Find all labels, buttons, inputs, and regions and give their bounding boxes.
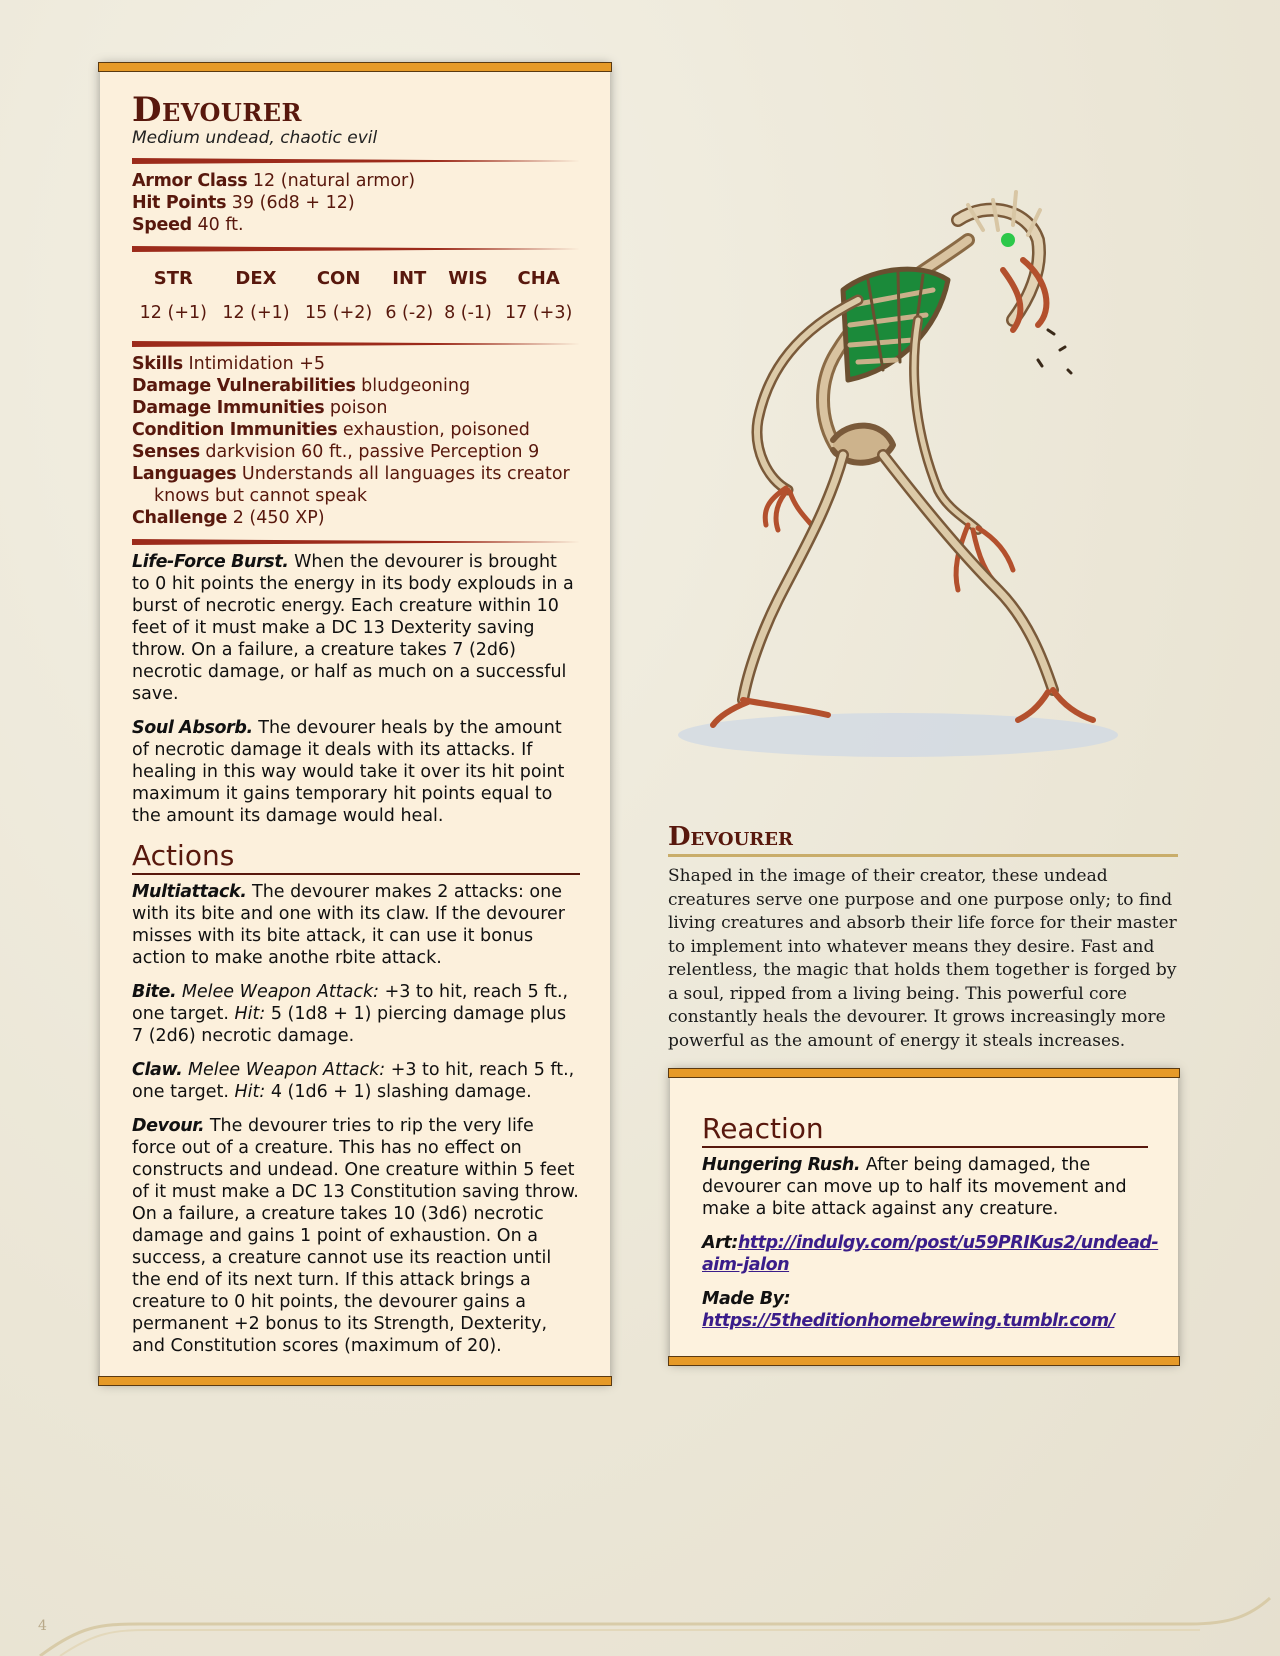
action-devour <box>132 1115 580 1357</box>
property-label: Senses <box>132 442 200 462</box>
devourer-illustration <box>668 180 1128 770</box>
action-bite <box>132 981 580 1047</box>
property-label: Damage Vulnerabilities <box>132 376 356 396</box>
lore-text: Shaped in the image of their creator, these undead creatures serve one purpose and one purpose only; to find living creatures and absorb their life force for their master to implement into whatever means they desire. Fast and relentless, the magic that holds them together is forged by a soul, ripped from a living being. This powerful core constantly heals the devourer. It grows increasingly more powerful as the amount of energy it steals increases. <box>668 866 1177 1051</box>
divider <box>132 246 580 252</box>
property-label: Challenge <box>132 508 228 528</box>
ability-scores-table <box>132 258 580 331</box>
armor-class-label: Armor Class <box>132 171 248 191</box>
armor-class <box>132 170 580 192</box>
ability-score: 8 (-1) <box>444 303 492 323</box>
property-label: Condition Immunities <box>132 420 338 440</box>
action-text: The devourer tries to rip the very life force out of a creature. This has no effect on constructs and undead. One creature within 5 feet of it must make a DC 13 Constitution saving throw. On a failure, a creature takes 10 (3d6) necrotic damage and gains 1 point of exhaustion. On a success, a creature cannot use its reaction until the end of its next turn. If this attack brings a creature to 0 hit points, the devourer gains a permanent +2 bonus to its Strength, Dexterity, and Constitution scores (maximum of 20). <box>132 1116 579 1356</box>
property-value: exhaustion, poisoned <box>342 420 530 440</box>
action-name: Devour. <box>132 1116 205 1136</box>
attack-damage: 4 (1d6 + 1) slashing damage. <box>270 1082 532 1102</box>
trait-life-force-burst <box>132 551 580 705</box>
made-by-link[interactable]: https://5theditionhomebrewing.tumblr.com/ <box>702 1311 1115 1331</box>
author-credit <box>702 1288 1148 1332</box>
ability-score: 15 (+2) <box>304 303 373 323</box>
reaction-box-top-bar <box>668 1068 1180 1078</box>
ability-name: CON <box>316 268 361 289</box>
challenge <box>132 507 580 529</box>
armor-class-value: 12 (natural armor) <box>252 171 416 191</box>
reaction-box-bottom-bar <box>668 1356 1180 1366</box>
property-value: Understands all languages its creator knows but cannot speak <box>154 464 570 506</box>
lore-section <box>668 822 1178 1053</box>
hit-points-value: 39 (6d8 + 12) <box>231 193 355 213</box>
property-value: Intimidation +5 <box>188 354 326 374</box>
divider <box>132 158 580 164</box>
property-label: Skills <box>132 354 183 374</box>
senses <box>132 441 580 463</box>
action-claw <box>132 1059 580 1103</box>
property-value: poison <box>329 398 388 418</box>
lore-title: Devourer <box>668 822 1178 857</box>
reaction-box <box>670 1070 1178 1364</box>
property-value: 2 (450 XP) <box>232 508 325 528</box>
action-name: Claw. <box>132 1060 183 1080</box>
property-label: Languages <box>132 464 237 484</box>
hit-points-label: Hit Points <box>132 193 227 213</box>
property-label: Damage Immunities <box>132 398 325 418</box>
skills <box>132 353 580 375</box>
attack-type: Melee Weapon Attack: <box>181 982 379 1002</box>
page-footer-ornament <box>0 1596 1280 1656</box>
reaction-hungering-rush <box>702 1154 1148 1220</box>
ability-score: 17 (+3) <box>505 303 573 323</box>
page-number: 4 <box>38 1618 47 1634</box>
art-link[interactable]: http://indulgy.com/post/u59PRIKus2/undead-aim-jalon <box>702 1233 1159 1275</box>
stat-block-bottom-bar <box>98 1376 612 1386</box>
damage-immunities <box>132 397 580 419</box>
trait-soul-absorb <box>132 717 580 827</box>
trait-name: Life-Force Burst. <box>132 552 289 572</box>
stat-block <box>100 64 610 1384</box>
speed-value: 40 ft. <box>197 215 244 235</box>
trait-name: Soul Absorb. <box>132 718 253 738</box>
divider <box>132 341 580 347</box>
property-value: bludgeoning <box>361 376 471 396</box>
actions-heading: Actions <box>132 839 580 875</box>
attack-reach: +3 to hit, reach 5 ft., one target. <box>132 982 569 1024</box>
action-multiattack <box>132 881 580 969</box>
monster-type: Medium undead, chaotic evil <box>132 128 378 148</box>
trait-text: When the devourer is brought to 0 hit points the energy in its body explouds in a burst of necrotic energy. Each creature within 10 feet of it must make a DC 13 Dexterity saving throw. On a failure, a creature takes 7 (2d6) necrotic damage, or half as much on a successful save. <box>132 552 574 704</box>
stat-block-top-bar <box>98 62 612 72</box>
ability-score: 6 (-2) <box>385 303 434 323</box>
monster-name: Devourer <box>132 90 302 130</box>
ability-name: STR <box>153 268 193 289</box>
attack-reach: +3 to hit, reach 5 ft., one target. <box>132 1060 575 1102</box>
attack-damage: 5 (1d8 + 1) piercing damage plus 7 (2d6) necrotic damage. <box>132 1004 567 1046</box>
hit-label: Hit: <box>234 1082 266 1102</box>
speed <box>132 214 580 236</box>
ability-name: INT <box>392 268 427 289</box>
action-text: The devourer makes 2 attacks: one with its bite and one with its claw. If the devourer misses with its bite attack, it can use it bonus action to make anothe rbite attack. <box>132 882 565 968</box>
divider <box>132 539 580 545</box>
art-credit <box>702 1232 1159 1276</box>
hit-label: Hit: <box>234 1004 266 1024</box>
speed-label: Speed <box>132 215 192 235</box>
condition-immunities <box>132 419 580 441</box>
ability-name: WIS <box>448 268 488 289</box>
action-name: Bite. <box>132 982 177 1002</box>
ability-name: DEX <box>235 268 277 289</box>
reaction-heading: Reaction <box>702 1112 1148 1148</box>
reaction-text: After being damaged, the devourer can move up to half its movement and make a bite attack against any creature. <box>702 1155 1127 1219</box>
ability-score: 12 (+1) <box>139 303 207 323</box>
property-value: darkvision 60 ft., passive Perception 9 <box>205 442 540 462</box>
damage-vulnerabilities <box>132 375 580 397</box>
ability-name: CHA <box>517 268 560 289</box>
reaction-name: Hungering Rush. <box>702 1155 861 1175</box>
attack-type: Melee Weapon Attack: <box>187 1060 386 1080</box>
languages <box>132 463 580 507</box>
trait-text: The devourer heals by the amount of necrotic damage it deals with its attacks. If healing in this way would take it over its hit point maximum it gains temporary hit points equal to the amount its damage would heal. <box>132 718 565 826</box>
hit-points <box>132 192 580 214</box>
ability-score: 12 (+1) <box>222 303 290 323</box>
made-by-label: Made By: <box>702 1289 791 1309</box>
art-label: Art: <box>702 1233 738 1253</box>
action-name: Multiattack. <box>132 882 247 902</box>
